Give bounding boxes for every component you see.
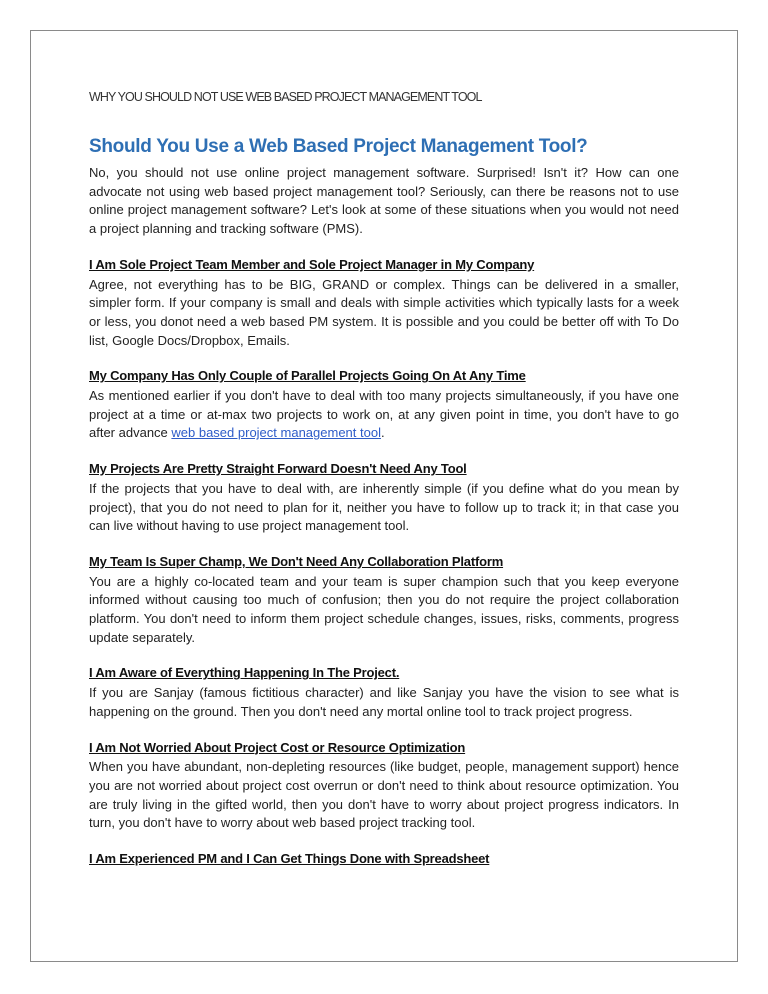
section-heading-parallel-projects: My Company Has Only Couple of Parallel Projects Going On At Any Time <box>89 368 526 384</box>
document-content <box>89 90 679 870</box>
page-title: Should You Use a Web Based Project Management Tool? <box>89 136 588 157</box>
section-body-straight-forward: If the projects that you have to deal with, are inherently simple (if you define what do you mean by project), that you do not need to plan for it, neither you have to follow up to track it; in that case you can live without having to use project management tool. <box>89 480 679 534</box>
section-body-text: As mentioned earlier if you don't have to deal with too many projects simultaneously, if you have one project at a time or at-max two projects to work on, at any given point in time, you don't have to go after advance <box>89 388 679 441</box>
pm-tool-link[interactable]: web based project management tool <box>171 425 381 441</box>
section-body-end: . <box>380 425 385 441</box>
section-heading-straight-forward: My Projects Are Pretty Straight Forward Doesn't Need Any Tool <box>89 461 467 477</box>
document-header: WHY YOU SHOULD NOT USE WEB BASED PROJECT MANAGEMENT TOOL <box>89 90 482 104</box>
section-heading-super-champ: My Team Is Super Champ, We Don't Need Any Collaboration Platform <box>89 553 504 569</box>
section-body-sole-member: Agree, not everything has to be BIG, GRAND or complex. Things can be delivered in a smaller, simpler form. If your company is small and deals with simple activities which typically lasts for a week or less, you donot need a web based PM system. It is possible and you could be better off with To Do list, Google Docs/Dropbox, Emails. <box>89 276 679 348</box>
intro-paragraph: No, you should not use online project management software. Surprised! Isn't it? How can one advocate not using web based project management tool? Seriously, can there be reasons not to use online project management software? Let's look at some of these situations when you would not need a project planning and tracking software (PMS). <box>89 165 679 237</box>
section-body-super-champ: You are a highly co-located team and your team is super champion such that you keep everyone informed without causing too much of confusion; then you do not require the project collaboration platform. You don't need to inform them project schedule changes, issues, risks, comments, progress update separately. <box>89 573 679 645</box>
section-body-aware: If you are Sanjay (famous fictitious character) and like Sanjay you have the vision to see what is happening on the ground. Then you don't need any mortal online tool to track project progress. <box>89 685 679 719</box>
section-heading-aware: I Am Aware of Everything Happening In The Project. <box>89 665 400 681</box>
section-heading-spreadsheet: I Am Experienced PM and I Can Get Things Done with Spreadsheet <box>89 851 490 867</box>
section-heading-cost: I Am Not Worried About Project Cost or Resource Optimization <box>89 739 466 755</box>
section-body-cost: When you have abundant, non-depleting resources (like budget, people, management support) hence you are not worried about project cost overrun or don't need to think about resource optimization. You are truly living in the gifted world, then you don't have to worry about project progress indicators. In turn, you don't have to worry about web based project tracking tool. <box>89 759 679 831</box>
section-body-parallel-projects <box>89 387 679 443</box>
section-heading-sole-member: I Am Sole Project Team Member and Sole Project Manager in My Company <box>89 256 535 272</box>
